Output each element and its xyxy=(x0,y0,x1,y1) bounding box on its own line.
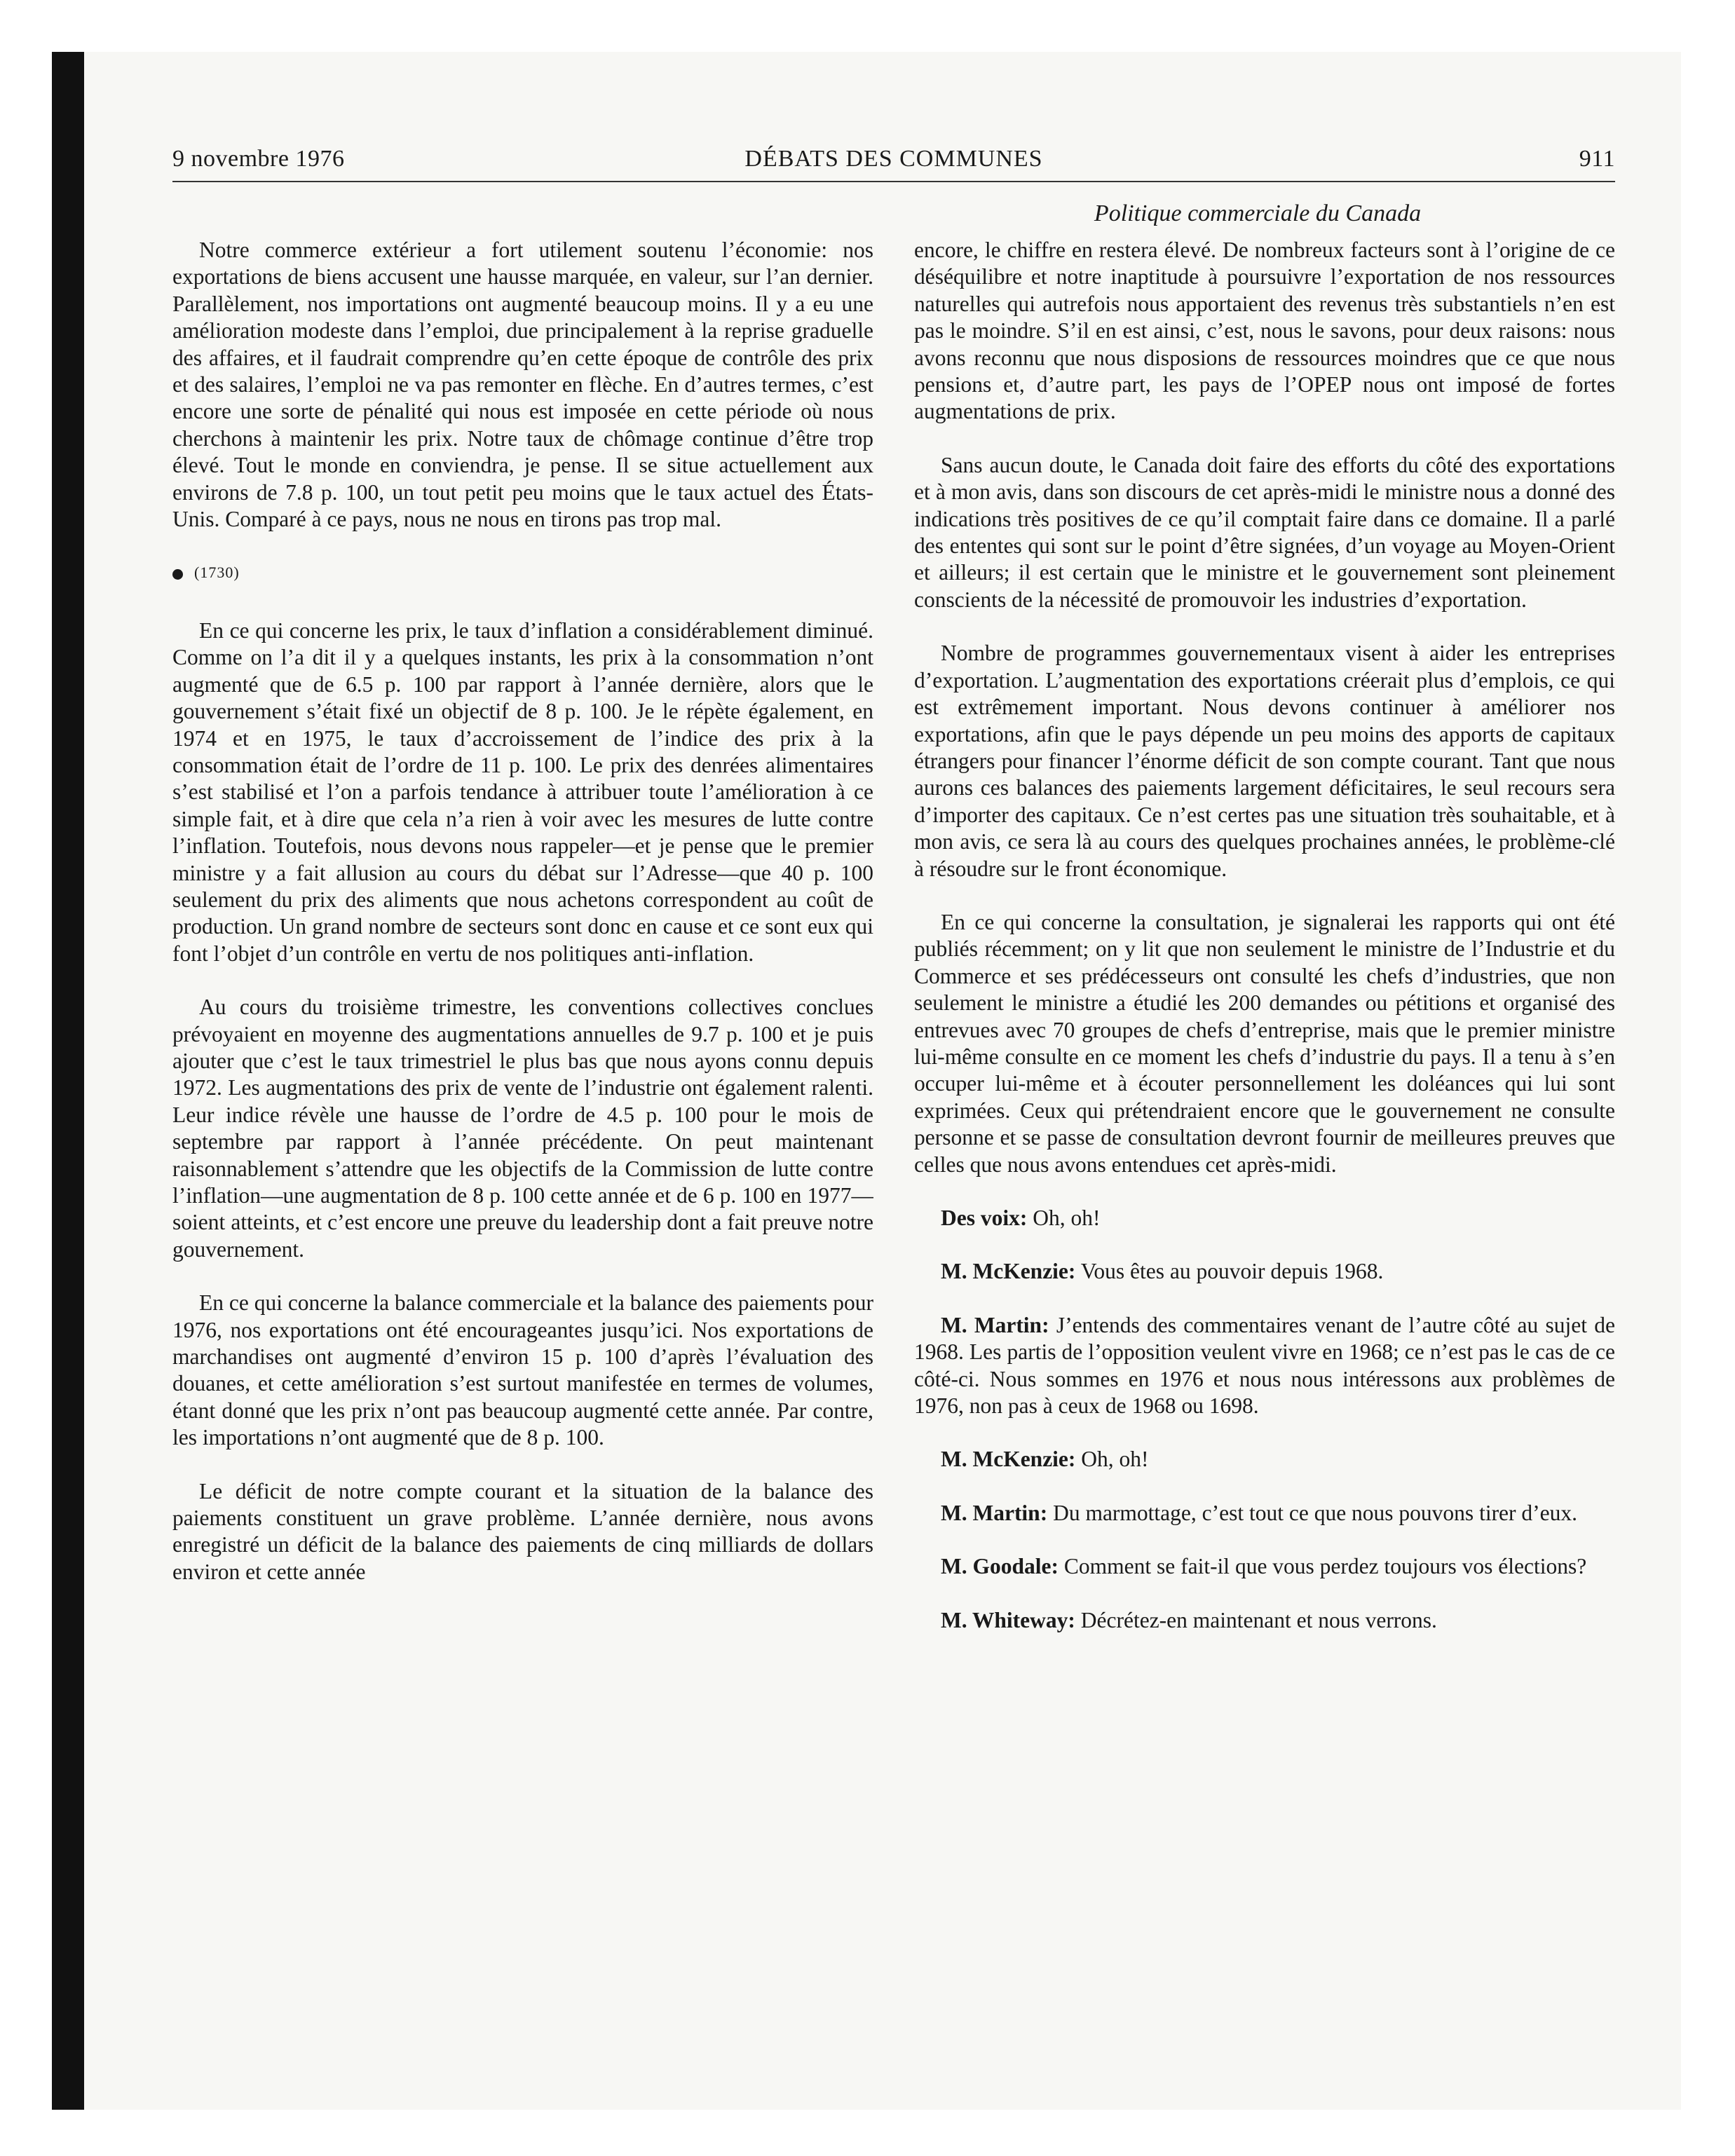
speaker-name: M. Martin: xyxy=(941,1312,1049,1337)
paragraph: Notre commerce extérieur a fort utilement soutenu l’économie: nos exportations de biens accusent une hausse marquée, en valeur, sur l’an dernier. Parallèlement, nos importations ont augmenté beaucoup moins. Il y a eu une amélioration modeste dans l’emploi, due principalement à la reprise graduelle des affaires, et il faudrait comprendre qu’en cette époque de contrôle des prix et des salaires, l’emploi ne va pas remonter en flèche. En d’autres termes, c’est encore une sorte de pénalité qui nous est imposée en cette période où nous cherchons à maintenir les prix. Notre taux de chômage continue d’être trop élevé. Tout le monde en conviendra, je pense. Il se situe actuellement aux environs de 7.8 p. 100, un tout petit peu moins que le taux actuel des États-Unis. Comparé à ce pays, nous ne nous en tirons pas trop mal. xyxy=(172,238,873,532)
speech-text: J’entends des commentaires venant de l’autre côté au sujet de 1968. Les partis de l’opposition veulent vivre en 1968; ce n’est pas le cas de ce côté-ci. Nous sommes en 1976 et nous nous intéressons aux problèmes de 1976, non pas à ceux de 1968 ou 1698. xyxy=(914,1312,1615,1419)
speech-text: Décrétez-en maintenant et nous verrons. xyxy=(1075,1607,1437,1632)
speech-text: Du marmottage, c’est tout ce que nous pouvons tirer d’eux. xyxy=(1047,1500,1578,1525)
paragraph: Nombre de programmes gouvernementaux visent à aider les entreprises d’exportation. L’augmentation des exportations créerait plus d’emplois, ce qui est extrêmement important. Nous devons continuer à améliorer nos exportations, afin que le pays dépende un peu moins des apports de capitaux étrangers pour financer l’énorme déficit de son compte courant. Tant que nous aurons ces balances des paiements largement déficitaires, le seul recours sera d’importer des capitaux. Ce n’est certes pas une situation très souhaitable, et à mon avis, ce sera là au cours des quelques prochaines années, le problème-clé à résoudre sur le front économique. xyxy=(914,641,1615,881)
page-number: 911 xyxy=(1579,146,1615,172)
speech-text: Comment se fait-il que vous perdez toujours vos élections? xyxy=(1058,1554,1587,1579)
exchange xyxy=(914,1205,1615,1231)
speech-text: Vous êtes au pouvoir depuis 1968. xyxy=(1075,1259,1384,1284)
speaker-name: M. McKenzie: xyxy=(941,1259,1076,1284)
bullet-icon xyxy=(172,569,183,580)
speaker-name: Des voix: xyxy=(941,1206,1028,1230)
speaker-name: M. Martin: xyxy=(941,1500,1048,1525)
paragraph: Le déficit de notre compte courant et la situation de la balance des paiements constituent un grave problème. L’année dernière, nous avons enregistré un déficit de la balance des paiements de cinq milliards de dollars environ et cette année xyxy=(172,1478,873,1584)
exchange xyxy=(914,1446,1615,1473)
paragraph: Sans aucun doute, le Canada doit faire des efforts du côté des exportations et à mon avis, dans son discours de cet après-midi le ministre nous a donné des indications très positives de ce qu’il comptait faire dans ce domaine. Il a parlé des ententes qui sont sur le point d’être signées, d’un voyage au Moyen-Orient et ailleurs; il est certain que le ministre et le gouvernement sont pleinement conscients de la nécessité de promouvoir les industries d’exportation. xyxy=(914,452,1615,612)
speech-text: Oh, oh! xyxy=(1075,1447,1149,1472)
paragraph: En ce qui concerne les prix, le taux d’inflation a considérablement diminué. Comme on l’a dit il y a quelques instants, les prix à la consommation n’ont augmenté que de 6.5 p. 100 par rapport à l’année dernière, alors que le gouvernement s’était fixé un objectif de 8 p. 100. Je le répète également, en 1974 et en 1975, le taux d’accroissement de l’indice des prix à la consommation était de l’ordre de 11 p. 100. Le prix des denrées alimentaires s’est stabilisé et l’on a parfois tendance à attribuer toute l’amélioration à ce simple fait, et à dire que cela n’a rien à voir avec les mesures de lutte contre l’inflation. Toutefois, nous devons nous rappeler—et je pense que le premier ministre y a fait allusion au cours du débat sur l’Adresse—que 40 p. 100 seulement du prix des aliments que nous achetons correspondent au coût de production. Un grand nombre de secteurs sont donc en cause et ce sont eux qui font l’objet d’un contrôle en vertu de nos politiques anti-inflation. xyxy=(172,618,873,966)
paragraph: Au cours du troisième trimestre, les conventions collectives conclues prévoyaient en moyenne des augmentations annuelles de 9.7 p. 100 et je puis ajouter que c’est le taux trimestriel le plus bas que nous ayons connu depuis 1972. Les augmentations des prix de vente de l’industrie ont également ralenti. Leur indice révèle une hausse de l’ordre de 4.5 p. 100 pour le mois de septembre par rapport à l’année précédente. On peut maintenant raisonnablement s’attendre que les objectifs de la Commission de lutte contre l’inflation—une augmentation de 8 p. 100 cette année et de 6 p. 100 en 1977—soient atteints, et c’est encore une preuve du leadership dont a fait preuve notre gouvernement. xyxy=(172,995,873,1262)
exchange xyxy=(914,1500,1615,1527)
scan-edge xyxy=(52,52,84,2110)
paragraph: En ce qui concerne la balance commerciale et la balance des paiements pour 1976, nos exportations ont été encourageantes jusqu’ici. Nos exportations de marchandises ont augmenté d’environ 15 p. 100 d’après l’évaluation des douanes, et cette amélioration s’est surtout manifestée en termes de volumes, étant donné que les prix n’ont pas beaucoup augmenté cette année. Par contre, les importations n’ont augmenté que de 8 p. 100. xyxy=(172,1290,873,1450)
speaker-name: M. McKenzie: xyxy=(941,1447,1076,1472)
running-head: Politique commerciale du Canada xyxy=(1094,200,1422,226)
paragraph: encore, le chiffre en restera élevé. De nombreux facteurs sont à l’origine de ce déséquilibre et notre inaptitude à poursuivre l’exportation de nos ressources naturelles qui autrefois nous apportaient des revenus très substantiels n’en est pas le moindre. S’il en est ainsi, c’est, nous le savons, pour deux raisons: nous avons reconnu que nous disposions de ressources moindres que ce que nous pensions et, d’autre part, les pays de l’OPEP nous ont imposé de fortes augmentations de prix. xyxy=(914,238,1615,424)
speaker-name: M. Whiteway: xyxy=(941,1607,1075,1632)
exchange xyxy=(914,1607,1615,1634)
page-header xyxy=(172,142,1615,182)
header-date: 9 novembre 1976 xyxy=(172,146,345,172)
right-column xyxy=(914,237,1615,2031)
speaker-name: M. Goodale: xyxy=(941,1554,1059,1579)
speech-text: Oh, oh! xyxy=(1027,1206,1101,1230)
left-column xyxy=(172,237,873,2031)
header-title: DÉBATS DES COMMUNES xyxy=(744,146,1043,172)
exchange xyxy=(914,1258,1615,1285)
time-marker xyxy=(172,559,873,586)
time-marker-label: (1730) xyxy=(194,564,240,582)
exchange xyxy=(914,1553,1615,1580)
exchange xyxy=(914,1312,1615,1420)
paragraph: En ce qui concerne la consultation, je signalerai les rapports qui ont été publiés récemment; on y lit que non seulement le ministre de l’Industrie et du Commerce et ses prédécesseurs ont consulté les chefs d’industries, que non seulement le ministre a étudié les 200 demandes ou pétitions et organisé des entrevues avec 70 groupes de chefs d’entreprise, mais que le premier ministre lui-même consulte en ce moment les chefs d’industrie du pays. Il a tenu à s’en occuper lui-même et à écouter personnellement les doléances qui lui sont exprimées. Ceux qui prétendraient encore que le gouvernement ne consulte personne et se passe de consultation devront fournir de meilleures preuves que celles que nous avons entendues cet après-midi. xyxy=(914,909,1615,1177)
